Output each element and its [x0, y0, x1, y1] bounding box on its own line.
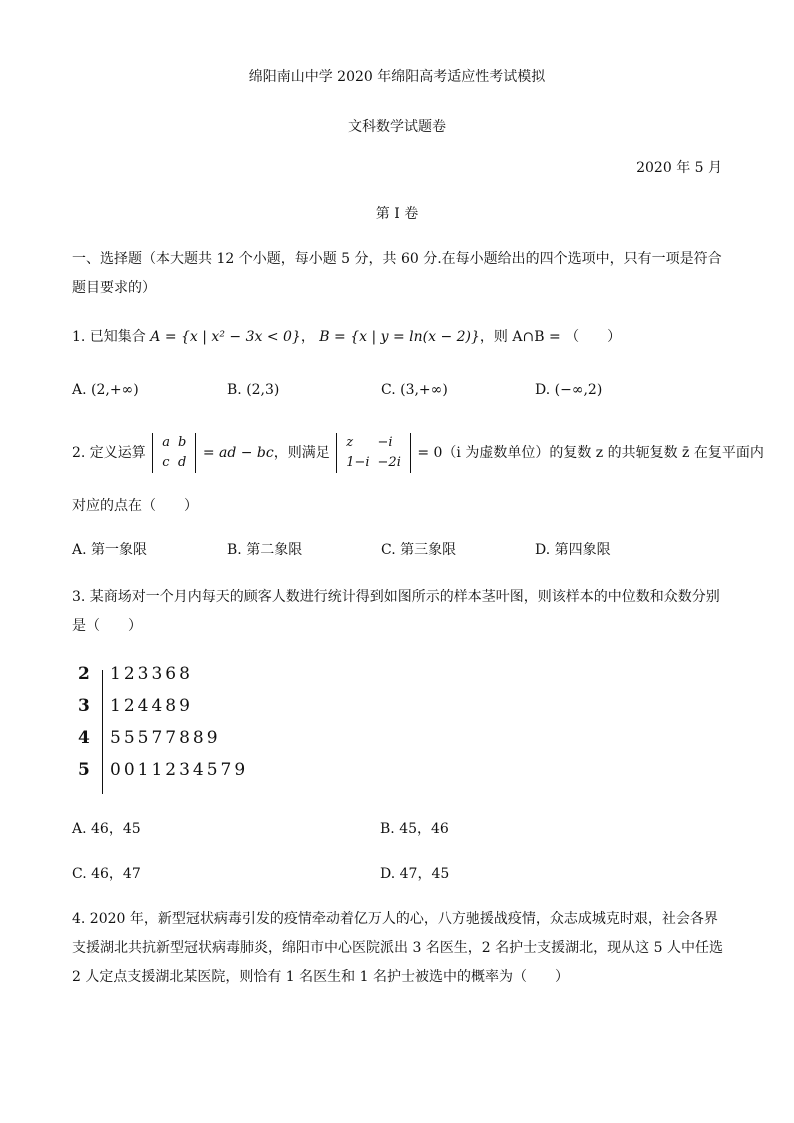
question-1 [72, 326, 621, 346]
q3-option-d: D. 47，45 [380, 866, 450, 882]
volume-heading: 第 I 卷 [375, 206, 419, 222]
q3-option-a: A. 46，45 [72, 821, 141, 837]
determinant-condition [336, 433, 411, 473]
exam-subtitle: 文科数学试题卷 [348, 119, 446, 135]
q1-separator: ， [300, 329, 315, 345]
q1-option-c: C. (3,+∞) [381, 382, 448, 398]
q2-line-2: 对应的点在（ ） [72, 498, 198, 514]
stem-value: 2 [78, 664, 93, 684]
det2-a: z [346, 435, 354, 450]
q3-option-c: C. 46，47 [72, 866, 141, 882]
q2-mid: ，则满足 [273, 445, 330, 461]
q1-prefix: 1. 已知集合 [72, 329, 146, 345]
leaf-values: 123368 [110, 664, 193, 684]
question-4: 4. 2020 年，新型冠状病毒引发的疫情牵动着亿万人的心，八方驰援战疫情，众志成城克时艰，社会各界支援湖北共抗新型冠状病毒肺炎，绵阳市中心医院派出 3 名医生，2 名护士支援湖北，现从这 5 人中任选 2 人定点支援湖北某医院，则恰有 1 名医生和 1 名护士被选中的概率为（ ） [72, 911, 723, 985]
q1-set-b: B = {x | y = ln(x − 2)} [319, 329, 480, 345]
det1-d: d [178, 455, 187, 470]
det2-d: −2i [377, 455, 401, 470]
stem-value: 5 [78, 760, 93, 780]
q1-set-a: A = {x | x² − 3x < 0} [150, 329, 301, 345]
stem-row [78, 664, 378, 696]
det1-c: c [162, 455, 170, 470]
q2-option-a: A. 第一象限 [72, 542, 148, 558]
q2-option-d: D. 第四象限 [535, 542, 611, 558]
stem-row [78, 760, 378, 792]
question-2 [72, 433, 764, 473]
exam-title: 绵阳南山中学 2020 年绵阳高考适应性考试模拟 [248, 69, 546, 85]
question-3: 3. 某商场对一个月内每天的顾客人数进行统计得到如图所示的样本茎叶图，则该样本的中位数和众数分别是（ ） [72, 589, 720, 634]
leaf-values: 124489 [110, 696, 193, 716]
q2-condition-text: = 0（i 为虚数单位）的复数 z 的共轭复数 z̄ 在复平面内 [417, 445, 764, 461]
stem-row [78, 696, 378, 728]
q2-option-b: B. 第二象限 [227, 542, 303, 558]
det1-a: a [162, 435, 171, 450]
det2-c: 1−i [346, 455, 370, 470]
q1-option-d: D. (−∞,2) [535, 382, 603, 398]
section-instructions: 一、选择题（本大题共 12 个小题，每小题 5 分，共 60 分.在每小题给出的四个选项中，只有一项是符合题目要求的） [72, 251, 722, 296]
exam-date: 2020 年 5 月 [636, 160, 722, 176]
q3-option-b: B. 45，46 [380, 821, 449, 837]
leaf-values: 55577889 [110, 728, 221, 748]
determinant-definition [152, 433, 196, 473]
q1-option-b: B. (2,3) [227, 382, 280, 398]
stem-value: 3 [78, 696, 93, 716]
leaf-values: 0011234579 [110, 760, 249, 780]
det1-b: b [178, 435, 187, 450]
q2-definition-result: = ad − bc [202, 445, 274, 461]
stem-row [78, 728, 378, 760]
q2-prefix: 2. 定义运算 [72, 445, 146, 461]
q1-option-a: A. (2,+∞) [72, 382, 139, 398]
q2-option-c: C. 第三象限 [381, 542, 457, 558]
stem-value: 4 [78, 728, 93, 748]
det2-b: −i [377, 435, 393, 450]
q1-suffix: ，则 A∩B = （ ） [479, 329, 622, 345]
